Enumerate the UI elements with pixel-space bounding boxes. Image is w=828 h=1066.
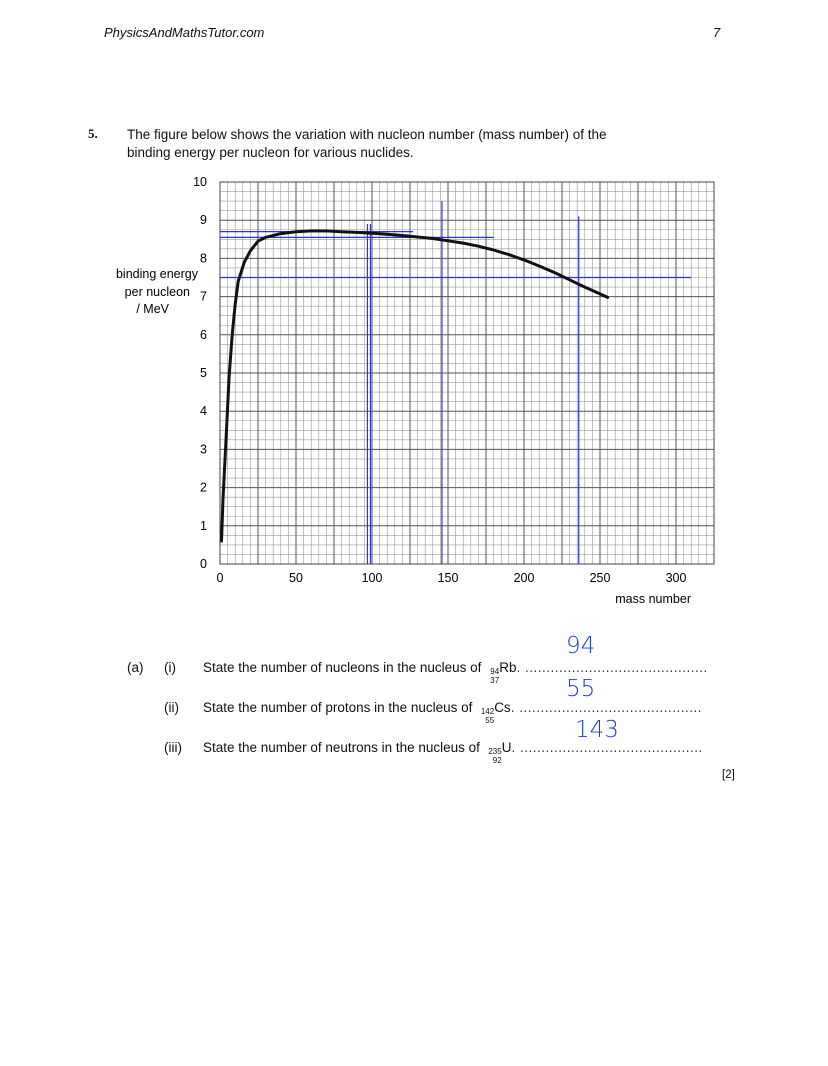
y-tick-label: 7 [200,289,207,304]
handwritten-answer: 143 [575,717,619,743]
element-symbol: Cs [494,700,511,715]
y-axis-label-line-1: binding energy [115,267,198,281]
marks-available: [2] [722,769,735,781]
mass-number: 94 [490,667,500,676]
item-text [203,660,708,685]
handwritten-answer: 94 [566,633,596,659]
y-tick-label: 2 [200,480,207,495]
answer-line: . ........................................... [516,660,708,675]
y-tick-labels [193,175,207,571]
x-tick-label: 150 [437,571,459,585]
element-symbol: Rb [499,660,517,675]
item-prompt: State the number of protons in the nucleus of [203,700,473,715]
y-tick-label: 1 [200,518,207,533]
item-number: (i) [164,660,176,675]
x-tick-label: 300 [665,571,687,585]
mass-number: 235 [488,747,502,756]
item-prompt: State the number of nucleons in the nucleus of [203,660,482,675]
mass-number: 142 [480,707,495,716]
y-tick-label: 4 [200,404,207,419]
item-text [203,700,702,725]
y-tick-label: 3 [200,442,207,457]
x-tick-label: 100 [361,571,383,585]
handwritten-answer: 55 [566,676,596,702]
item-text [203,740,703,765]
x-tick-label: 50 [289,571,303,585]
y-tick-label: 0 [200,557,207,571]
x-tick-label: 0 [216,571,224,585]
x-tick-label: 200 [513,571,535,585]
atomic-number: 37 [490,676,500,685]
site-name: PhysicsAndMathsTutor.com [104,25,265,40]
page-number: 7 [713,25,721,40]
part-a-label: (a) [127,660,144,675]
item-number: (ii) [164,700,179,715]
y-axis-label-line-2: per nucleon [124,285,190,299]
y-tick-label: 5 [200,366,207,380]
x-tick-label: 250 [589,571,611,585]
y-tick-label: 6 [200,327,207,342]
item-prompt: State the number of neutrons in the nucleus of [203,740,480,755]
item-number: (iii) [164,740,182,755]
x-axis-label: mass number [615,592,691,606]
x-tick-labels [217,571,687,585]
y-tick-label: 8 [200,251,207,266]
atomic-number: 92 [492,756,502,765]
intro-line-2: binding energy per nucleon for various nuclides. [127,145,414,160]
element-symbol: U [501,740,512,755]
answer-line: . ........................................... [511,740,703,755]
answer-line: . ........................................... [510,700,702,715]
atomic-number: 55 [485,716,495,725]
intro-line-1: The figure below shows the variation with nucleon number (mass number) of the [127,127,607,142]
question-number: 5. [88,126,98,141]
y-tick-label: 9 [200,213,207,228]
y-tick-label: 10 [193,175,207,189]
y-axis-label-line-3: / MeV [136,302,169,316]
